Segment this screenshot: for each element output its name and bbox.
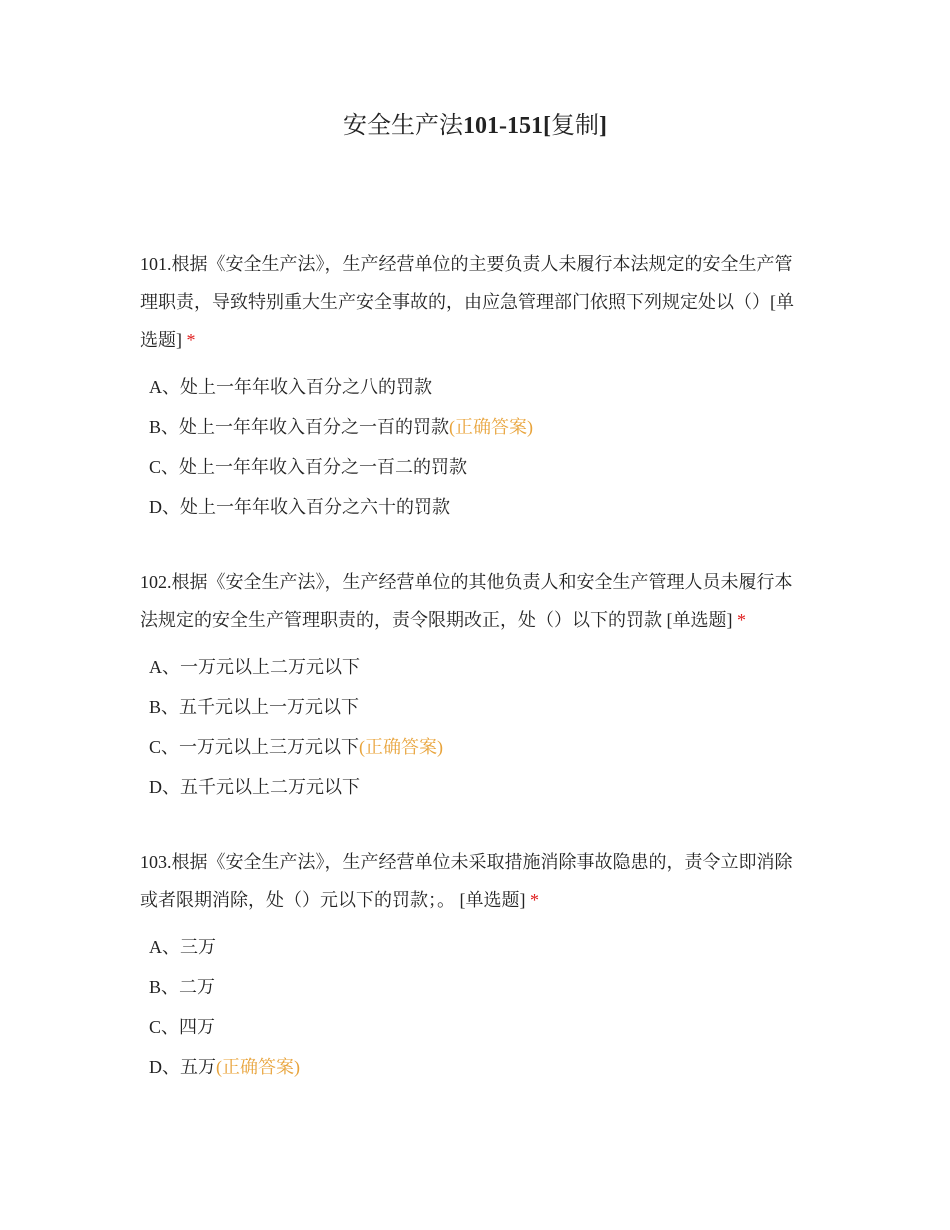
required-mark: *	[737, 610, 746, 630]
required-mark: *	[186, 330, 196, 350]
option-list	[140, 647, 810, 807]
option-label: C、一万元以上三万元以下	[149, 737, 360, 757]
option-label: A、一万元以上二万元以下	[149, 657, 360, 677]
page-title	[0, 108, 950, 144]
option-list	[140, 367, 810, 527]
question-type-label: [单选题]	[666, 610, 733, 630]
option-label: A、处上一年年收入百分之八的罚款	[149, 377, 432, 397]
required-mark: *	[530, 890, 539, 910]
option-label: B、五千元以上一万元以下	[149, 697, 360, 717]
option-c[interactable]	[140, 1007, 810, 1047]
title-prefix: 安全生产法	[343, 113, 463, 139]
question-type-label: [单选题]	[140, 292, 794, 350]
question-103	[140, 843, 810, 1087]
option-list	[140, 927, 810, 1087]
option-label: C、处上一年年收入百分之一百二的罚款	[149, 457, 468, 477]
option-b[interactable]	[140, 967, 810, 1007]
title-range: 101-151[	[463, 113, 551, 139]
option-d[interactable]	[140, 487, 810, 527]
option-b[interactable]	[140, 687, 810, 727]
option-d[interactable]	[140, 767, 810, 807]
question-type-label: [单选题]	[459, 890, 526, 910]
option-c[interactable]	[140, 447, 810, 487]
option-a[interactable]	[140, 927, 810, 967]
option-label: A、三万	[149, 937, 216, 957]
option-d[interactable]	[140, 1047, 810, 1087]
option-label: D、五万	[149, 1057, 216, 1077]
question-stem: 102.根据《安全生产法》，生产经营单位的其他负责人和安全生产管理人员未履行本法规定的安全生产管理职责的，责令限期改正，处（）以下的罚款	[140, 572, 793, 630]
correct-answer-tag: (正确答案)	[449, 417, 534, 437]
question-stem: 101.根据《安全生产法》，生产经营单位的主要负责人未履行本法规定的安全生产管理职责，导致特别重大生产安全事故的，由应急管理部门依照下列规定处以（）	[140, 254, 793, 312]
option-a[interactable]	[140, 647, 810, 687]
option-label: D、处上一年年收入百分之六十的罚款	[149, 497, 450, 517]
correct-answer-tag: (正确答案)	[216, 1057, 300, 1077]
option-label: B、二万	[149, 977, 216, 997]
question-text	[140, 563, 810, 639]
correct-answer-tag: (正确答案)	[359, 737, 444, 757]
option-b[interactable]	[140, 407, 810, 447]
question-text	[140, 843, 810, 919]
question-101	[140, 245, 810, 527]
title-middle: 复制	[550, 113, 599, 139]
option-label: D、五千元以上二万元以下	[149, 777, 360, 797]
question-text	[140, 245, 810, 359]
option-a[interactable]	[140, 367, 810, 407]
option-c[interactable]	[140, 727, 810, 767]
option-label: B、处上一年年收入百分之一百的罚款	[149, 417, 450, 437]
question-stem: 103.根据《安全生产法》，生产经营单位未采取措施消除事故隐患的，责令立即消除或者限期消除，处（）元以下的罚款；。	[140, 852, 793, 910]
question-102	[140, 563, 810, 807]
option-label: C、四万	[149, 1017, 216, 1037]
title-suffix: ]	[598, 113, 607, 139]
